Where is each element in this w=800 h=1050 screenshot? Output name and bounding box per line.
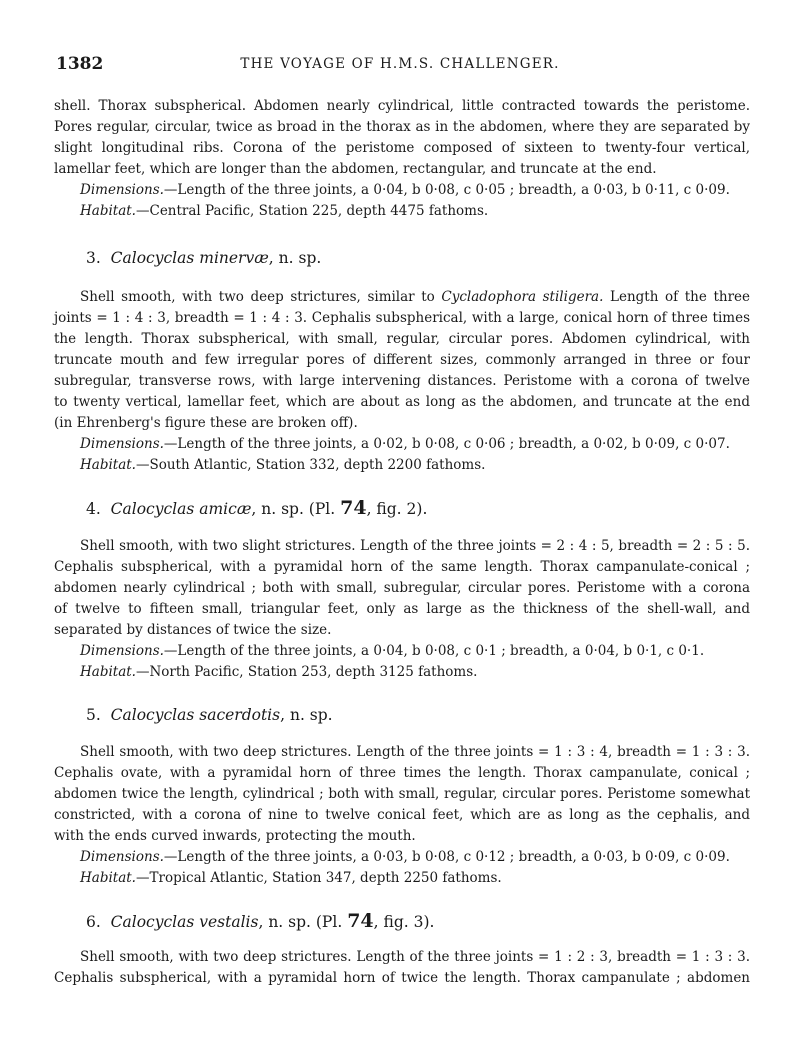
species-name: Calocyclas minervæ bbox=[110, 249, 269, 267]
text-line: joints = 1 : 4 : 3, breadth = 1 : 4 : 3. Cephalis subspherical, with a large, conical horn of three times bbox=[54, 310, 750, 326]
dimensions-line: Dimensions.—Length of the three joints, a 0·04, b 0·08, c 0·1 ; breadth, a 0·04, b 0·1, c 0·1. bbox=[80, 643, 705, 659]
text-line: Cephalis ovate, with a pyramidal horn of three times the length. Thorax campanulate, conical ; bbox=[54, 765, 750, 781]
reference-species: Cycladophora stiligera. bbox=[441, 289, 604, 305]
species-name: Calocyclas vestalis bbox=[110, 913, 259, 931]
text-body bbox=[54, 96, 750, 989]
habitat-line: Habitat.—Central Pacific, Station 225, depth 4475 fathoms. bbox=[80, 203, 489, 219]
text-line: Shell smooth, with two deep strictures, similar to Cycladophora stiligera. Length of the three bbox=[80, 289, 751, 305]
text-line: subregular, transverse rows, with large intervening distances. Peristome with a corona of twelve bbox=[54, 373, 750, 389]
habitat-label: Habitat. bbox=[80, 664, 136, 680]
habitat-label: Habitat. bbox=[80, 870, 136, 886]
text-line: to twenty vertical, lamellar feet, which are about as long as the abdomen, and truncate at the end bbox=[54, 394, 750, 410]
species-6-description bbox=[54, 947, 750, 989]
text-line: truncate mouth and few irregular pores of different sizes, commonly arranged in three or four bbox=[54, 352, 750, 368]
text-line: the length. Thorax subspherical, with small, regular, circular pores. Abdomen cylindrical, with bbox=[54, 331, 750, 347]
text-line: abdomen nearly cylindrical ; both with small, subregular, circular pores. Peristome with a corona bbox=[54, 580, 750, 596]
page-header bbox=[56, 54, 744, 76]
text-line: lamellar feet, which are longer than the abdomen, rectangular, and truncate at the end. bbox=[54, 161, 657, 177]
plate-number: 74 bbox=[347, 910, 374, 932]
species-heading-3: 3. Calocyclas minervæ, n. sp. bbox=[86, 249, 322, 267]
text-line: slight longitudinal ribs. Corona of the peristome composed of sixteen to twenty-four vertical, bbox=[54, 140, 750, 156]
species-4-description bbox=[54, 536, 750, 641]
text-line: Shell smooth, with two slight strictures. Length of the three joints = 2 : 4 : 5, breadth = 2 : 5 : 5. bbox=[80, 538, 750, 554]
habitat-line: Habitat.—North Pacific, Station 253, depth 3125 fathoms. bbox=[80, 664, 478, 680]
text-line: Cephalis subspherical, with a pyramidal horn of the same length. Thorax campanulate-conical ; bbox=[54, 559, 750, 575]
species-heading-5: 5. Calocyclas sacerdotis, n. sp. bbox=[86, 706, 333, 724]
habitat-label: Habitat. bbox=[80, 457, 136, 473]
dimensions-label: Dimensions. bbox=[80, 849, 164, 865]
text-line: (in Ehrenberg's figure these are broken off). bbox=[54, 415, 358, 431]
text-line: with the ends curved inwards, protecting the mouth. bbox=[54, 828, 416, 844]
species-name: Calocyclas sacerdotis bbox=[110, 706, 281, 724]
species-name: Calocyclas amicæ bbox=[110, 500, 252, 518]
habitat-line: Habitat.—Tropical Atlantic, Station 347, depth 2250 fathoms. bbox=[80, 870, 502, 886]
text-line: shell. Thorax subspherical. Abdomen nearly cylindrical, little contracted towards the peristome. bbox=[54, 98, 750, 114]
text-line: Shell smooth, with two deep strictures. Length of the three joints = 1 : 3 : 4, breadth = 1 : 3 : 3. bbox=[80, 744, 750, 760]
dimensions-line: Dimensions.—Length of the three joints, a 0·03, b 0·08, c 0·12 ; breadth, a 0·03, b 0·09, c 0·09. bbox=[80, 849, 730, 865]
plate-number: 74 bbox=[340, 497, 367, 519]
species-heading-4: 4. Calocyclas amicæ, n. sp. (Pl. 74, fig. 2). bbox=[86, 497, 428, 519]
dimensions-line: Dimensions.—Length of the three joints, a 0·02, b 0·08, c 0·06 ; breadth, a 0·02, b 0·09, c 0·07. bbox=[80, 436, 730, 452]
text-line: Cephalis subspherical, with a pyramidal horn of twice the length. Thorax campanulate ; abdomen bbox=[54, 970, 750, 986]
habitat-label: Habitat. bbox=[80, 203, 136, 219]
text-line: Pores regular, circular, twice as broad in the thorax as in the abdomen, where they are separated by bbox=[54, 119, 750, 135]
species-3-description bbox=[54, 287, 750, 434]
intro-paragraph bbox=[54, 96, 750, 180]
dimensions-label: Dimensions. bbox=[80, 643, 164, 659]
text-line: separated by distances of twice the size. bbox=[54, 622, 332, 638]
text-line: constricted, with a corona of nine to twelve conical feet, which are as long as the cephalis, and bbox=[54, 807, 750, 823]
dimensions-label: Dimensions. bbox=[80, 182, 164, 198]
running-title: THE VOYAGE OF H.M.S. CHALLENGER. bbox=[240, 56, 560, 72]
page-number: 1382 bbox=[56, 54, 104, 74]
habitat-line: Habitat.—South Atlantic, Station 332, depth 2200 fathoms. bbox=[80, 457, 486, 473]
text-line: Shell smooth, with two deep strictures. Length of the three joints = 1 : 2 : 3, breadth = 1 : 3 : 3. bbox=[80, 949, 750, 965]
species-heading-6: 6. Calocyclas vestalis, n. sp. (Pl. 74, fig. 3). bbox=[86, 910, 435, 932]
text-line: of twelve to fifteen small, triangular feet, only as large as the thickness of the shell-wall, and bbox=[54, 601, 750, 617]
species-5-description bbox=[54, 742, 750, 847]
dimensions-label: Dimensions. bbox=[80, 436, 164, 452]
text-line: abdomen twice the length, cylindrical ; both with small, regular, circular pores. Peristome somewhat bbox=[54, 786, 750, 802]
dimensions-line: Dimensions.—Length of the three joints, a 0·04, b 0·08, c 0·05 ; breadth, a 0·03, b 0·11, c 0·09. bbox=[80, 182, 730, 198]
